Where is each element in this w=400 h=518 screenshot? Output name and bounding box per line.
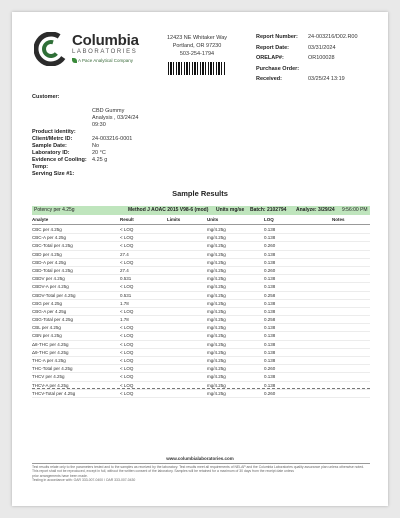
cell-units: mg/4.25g — [207, 325, 226, 331]
report-label: ORELAP#: — [256, 55, 284, 61]
cell-result: < LOQ — [120, 284, 134, 290]
potency-header-bar — [32, 206, 370, 215]
potency-label: Potency per 4.25g — [34, 207, 75, 213]
cell-result: < LOQ — [120, 341, 134, 347]
header-result: Result — [120, 217, 134, 222]
cell-units: mg/4.25g — [207, 349, 226, 355]
address-line2: Portland, OR 97230 — [172, 43, 222, 49]
cell-units: mg/4.25g — [207, 366, 226, 372]
barcode — [168, 62, 226, 75]
cell-units: mg/4.25g — [207, 390, 226, 396]
table-row — [32, 259, 370, 267]
report-value: OR100028 — [308, 55, 335, 61]
cell-units: mg/4.25g — [207, 358, 226, 363]
cell-analyte: THC-Total per 4.25g — [32, 366, 73, 372]
field-label: Sample Date: — [32, 143, 67, 149]
header-units: Units — [207, 217, 219, 222]
footer-url[interactable]: www.columbialaboratories.com — [166, 456, 234, 461]
cell-result: 0.531 — [120, 276, 132, 282]
cell-units: mg/4.25g — [207, 374, 226, 380]
table-row — [32, 308, 370, 316]
cell-units: mg/4.25g — [207, 382, 226, 388]
field-value: 24-003216-0001 — [92, 136, 133, 142]
leaf-icon — [72, 58, 77, 63]
cell-loq: 0.138 — [264, 259, 276, 265]
cell-units: mg/4.25g — [207, 243, 226, 249]
cell-units: mg/4.25g — [207, 276, 226, 282]
cell-units: mg/4.25g — [207, 259, 226, 265]
product-time: 09:30 — [92, 122, 106, 128]
report-value: 03/31/2024 — [308, 44, 336, 51]
cell-loq: 0.138 — [264, 358, 276, 363]
customer-field-row — [32, 171, 138, 178]
lab-address — [152, 34, 242, 58]
received-row — [256, 74, 358, 85]
report-page — [12, 12, 388, 506]
table-row — [32, 357, 370, 365]
customer-field-row — [32, 164, 138, 171]
footer-divider — [32, 463, 370, 464]
cell-analyte: THC-A per 4.25g — [32, 358, 66, 363]
table-row — [32, 292, 370, 300]
disclaimer-text: prior arrangements have been made. — [32, 473, 88, 478]
cell-loq: 0.138 — [264, 333, 276, 339]
field-value: 20 °C — [92, 150, 106, 156]
table-end-rule — [32, 388, 370, 389]
cell-analyte: CBC per 4.25g — [32, 227, 62, 232]
cell-loq: 0.260 — [264, 267, 276, 273]
cell-loq: 0.138 — [264, 325, 276, 331]
table-row — [32, 234, 370, 242]
brand-subtitle: LABORATORIES — [72, 49, 138, 55]
cell-analyte: CBD per 4.25g — [32, 251, 62, 257]
table-row — [32, 373, 370, 381]
cell-units: mg/4.25g — [207, 300, 226, 306]
analyze-label: Analyze: 3/29/24 — [296, 207, 335, 213]
cell-units: mg/4.25g — [207, 341, 226, 347]
cell-result: 1.78 — [120, 317, 129, 323]
product-line3-row — [32, 122, 138, 129]
customer-field-row — [32, 150, 138, 157]
product-line2-row — [32, 115, 138, 122]
field-value: 4.25 g — [92, 157, 108, 163]
cell-units: mg/4.25g — [207, 251, 226, 257]
cell-result: < LOQ — [120, 366, 134, 372]
report-value: 03/25/24 13:19 — [308, 76, 345, 82]
cell-analyte: THCV per 4.25g — [32, 374, 65, 380]
analyze-time: 9:56:00 PM — [342, 207, 368, 213]
cell-loq: 0.258 — [264, 292, 276, 298]
table-row — [32, 283, 370, 291]
field-label: Serving Size #1: — [32, 171, 75, 177]
orelap-row — [256, 53, 358, 64]
product-line1-row — [32, 108, 138, 115]
table-row — [32, 226, 370, 234]
table-row — [32, 341, 370, 349]
report-value: 24-003216/D02.R00 — [308, 34, 358, 40]
report-number-row — [256, 32, 358, 43]
cell-analyte: Δ9-THC per 4.25g — [32, 349, 69, 355]
cell-analyte: THCV-A per 4.25g — [32, 382, 69, 388]
cell-units: mg/4.25g — [207, 267, 226, 273]
cell-result: 1.78 — [120, 300, 129, 306]
cell-loq: 0.138 — [264, 251, 276, 257]
cell-units: mg/4.25g — [207, 317, 226, 323]
field-label: Product identity: — [32, 129, 76, 135]
header-analyte: Analyte — [32, 217, 49, 222]
cell-analyte: CBG-A per 4.25g — [32, 308, 67, 314]
purchase-order-row — [256, 64, 358, 75]
report-label: Report Number: — [256, 34, 298, 40]
address-phone: 503-254-1794 — [179, 51, 215, 57]
table-row — [32, 275, 370, 283]
cell-loq: 0.138 — [264, 382, 276, 388]
product-name: CBD Gummy — [92, 108, 125, 114]
table-row — [32, 242, 370, 250]
cell-loq: 0.260 — [264, 243, 276, 249]
table-row — [32, 300, 370, 308]
cell-loq: 0.258 — [264, 317, 276, 323]
cell-units: mg/4.25g — [207, 308, 226, 314]
customer-field-row — [32, 136, 138, 143]
table-row — [32, 332, 370, 340]
cell-loq: 0.138 — [264, 374, 276, 380]
header-notes: Notes — [332, 217, 345, 222]
cell-analyte: CBDV-A per 4.25g — [32, 284, 69, 290]
cell-analyte: CBC-Total per 4.25g — [32, 243, 73, 249]
customer-field-row — [32, 157, 138, 164]
cell-analyte: CBDV per 4.25g — [32, 276, 65, 282]
disclaimer-text: Testing in accordance with: OAR 333-007-0400 / OAR 333-007-0430 — [32, 478, 136, 483]
cell-result: < LOQ — [120, 349, 134, 355]
report-label: Report Date: — [256, 44, 290, 51]
cell-analyte: CBN per 4.25g — [32, 333, 62, 339]
cell-analyte: CBG-Total per 4.25g — [32, 317, 74, 323]
field-label: Client/Metrc ID: — [32, 136, 73, 142]
table-row — [32, 324, 370, 332]
cell-loq: 0.138 — [264, 300, 276, 306]
cell-result: 27.4 — [120, 267, 129, 273]
customer-field-row — [32, 143, 138, 150]
company-logo — [34, 32, 144, 76]
cell-loq: 0.138 — [264, 284, 276, 290]
cell-loq: 0.138 — [264, 276, 276, 282]
table-row — [32, 316, 370, 324]
cell-result: < LOQ — [120, 374, 134, 380]
units-label: Units mg/se — [216, 207, 245, 213]
cell-result: 0.531 — [120, 292, 132, 298]
cell-units: mg/4.25g — [207, 333, 226, 339]
cell-units: mg/4.25g — [207, 284, 226, 290]
cell-result: < LOQ — [120, 259, 134, 265]
cell-result: < LOQ — [120, 358, 134, 363]
field-label: Evidence of Cooling: — [32, 157, 87, 163]
disclaimer-text: Test results relate only to the parameters tested and to the samples as received by the laboratory. Test results meet all requirements of NELAP and the Columbia Laboratories quality assurance plan unless otherwise noted. This report shall not be reproduced, except in full, without the written consent of the laboratory. Samples will be retained for a maximum of 30 days from the receipt date unless — [32, 465, 365, 474]
cell-loq: 0.138 — [264, 227, 276, 232]
header-loq: LOQ — [264, 217, 274, 222]
batch-label: Batch: 2102794 — [250, 207, 287, 213]
cell-result: < LOQ — [120, 227, 134, 232]
results-table-header — [32, 217, 370, 225]
cell-loq: 0.260 — [264, 366, 276, 372]
cell-units: mg/4.25g — [207, 235, 226, 241]
cell-units: mg/4.25g — [207, 227, 226, 232]
cell-result: < LOQ — [120, 325, 134, 331]
footer-disclaimer — [32, 465, 370, 483]
cell-result: < LOQ — [120, 333, 134, 339]
customer-row — [32, 94, 138, 101]
table-row — [32, 267, 370, 275]
field-label: Laboratory ID: — [32, 150, 70, 156]
cell-result: < LOQ — [120, 382, 134, 388]
cell-loq: 0.260 — [264, 390, 276, 396]
field-label: Temp: — [32, 164, 49, 170]
cell-analyte: Δ8-THC per 4.25g — [32, 341, 69, 347]
product-analysis: Analysis , 03/24/24 — [92, 115, 139, 121]
cell-analyte: CBC-A per 4.25g — [32, 235, 67, 241]
cell-units: mg/4.25g — [207, 292, 226, 298]
report-info — [256, 32, 358, 85]
table-row — [32, 365, 370, 373]
table-row — [32, 390, 370, 398]
cell-analyte: THCV-Total per 4.25g — [32, 390, 76, 396]
cell-analyte: CBL per 4.25g — [32, 325, 61, 331]
cell-loq: 0.138 — [264, 308, 276, 314]
results-table-body — [32, 226, 370, 398]
cell-loq: 0.138 — [264, 341, 276, 347]
cell-result: < LOQ — [120, 308, 134, 314]
brand-tagline — [72, 58, 133, 63]
address-line1: 12423 NE Whitaker Way — [166, 35, 227, 41]
cell-analyte: CBD-A per 4.25g — [32, 259, 67, 265]
cell-result: < LOQ — [120, 243, 134, 249]
cell-result: < LOQ — [120, 390, 134, 396]
method-label: Method J AOAC 2015 V98-6 (mod) — [128, 207, 209, 213]
cell-result: < LOQ — [120, 235, 134, 241]
customer-info — [32, 94, 138, 178]
cell-analyte: CBDV-Total per 4.25g — [32, 292, 76, 298]
report-label: Purchase Order: — [256, 65, 300, 72]
sample-results-title: Sample Results — [172, 189, 228, 198]
customer-label: Customer: — [32, 94, 60, 100]
cell-analyte: CBD-Total per 4.25g — [32, 267, 73, 273]
brand-name: Columbia — [72, 32, 139, 49]
table-row — [32, 349, 370, 357]
report-date-row — [256, 43, 358, 54]
header-limits: Limits — [167, 217, 181, 222]
brand-tagline-text: A Pace Analytical Company — [78, 58, 134, 63]
report-label: Received: — [256, 76, 282, 82]
field-value: No — [92, 143, 100, 149]
columbia-logo-mark — [34, 32, 68, 66]
cell-result: 27.4 — [120, 251, 129, 257]
table-row — [32, 251, 370, 259]
cell-loq: 0.138 — [264, 235, 276, 241]
cell-analyte: CBG per 4.25g — [32, 300, 63, 306]
customer-field-row — [32, 129, 138, 136]
cell-loq: 0.138 — [264, 349, 276, 355]
